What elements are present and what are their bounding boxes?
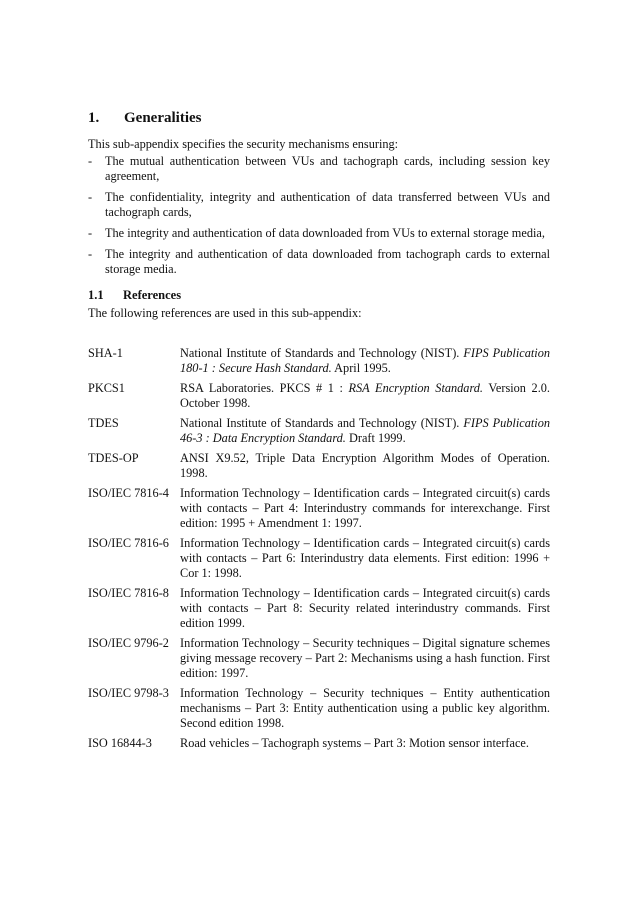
reference-code: ISO/IEC 7816-4 [88,486,169,500]
list-item-text: The mutual authentication between VUs and tachograph cards, including session key agreement, [105,154,550,183]
references-list [88,346,550,756]
reference-description: Information Technology – Identification cards – Integrated circuit(s) cards with contacts – Part 8: Security related interindustry commands. First edition 1999. [180,586,550,630]
section-number: 1. [88,110,100,126]
bullet-list [88,154,550,283]
reference-code: TDES-OP [88,451,139,465]
reference-entry [88,416,550,446]
reference-description: ANSI X9.52, Triple Data Encryption Algorithm Modes of Operation. 1998. [180,451,550,480]
list-item-text: The integrity and authentication of data downloaded from VUs to external storage media, [105,226,545,240]
reference-entry [88,346,550,376]
section-heading [88,110,558,127]
reference-entry [88,586,550,631]
reference-description: Information Technology – Identification cards – Integrated circuit(s) cards with contacts – Part 6: Interindustry data elements. First edition: 1996 + Cor 1: 1998. [180,536,550,580]
reference-description: National Institute of Standards and Technology (NIST). FIPS Publication 46-3 : Data Encryption Standard. Draft 1999. [180,416,550,445]
reference-description: Information Technology – Security techniques – Digital signature schemes giving message recovery – Part 2: Mechanisms using a hash function. First edition: 1997. [180,636,550,680]
reference-code: ISO/IEC 9796-2 [88,636,169,650]
reference-description: Information Technology – Identification cards – Integrated circuit(s) cards with contacts – Part 4: Interindustry commands for interexchange. First edition: 1995 + Amendment 1: 1997. [180,486,550,530]
reference-entry [88,451,550,481]
reference-entry [88,486,550,531]
reference-entry [88,536,550,581]
reference-entry [88,686,550,731]
reference-code: SHA-1 [88,346,123,360]
subsection-number: 1.1 [88,288,104,302]
reference-description: Information Technology – Security techniques – Entity authentication mechanisms – Part 3: Entity authentication using a public key algorithm. Second edition 1998. [180,686,550,730]
list-item: - The confidentiality, integrity and authentication of data transferred between VUs and tachograph cards, [88,190,550,219]
reference-code: ISO/IEC 9798-3 [88,686,169,700]
reference-entry [88,381,550,411]
reference-entry [88,636,550,681]
reference-description: Road vehicles – Tachograph systems – Part 3: Motion sensor interface. [180,736,529,750]
intro-paragraph: This sub-appendix specifies the security mechanisms ensuring: [88,137,399,151]
list-item: - The mutual authentication between VUs and tachograph cards, including session key agreement, [88,154,550,183]
subsection-heading [88,288,181,303]
list-item: - The integrity and authentication of data downloaded from tachograph cards to external storage media. [88,247,550,276]
section-title: Generalities [124,110,202,126]
reference-code: ISO/IEC 7816-6 [88,536,169,550]
references-intro: The following references are used in this sub-appendix: [88,306,362,320]
list-item: - The integrity and authentication of data downloaded from VUs to external storage media, [88,226,545,240]
reference-code: ISO/IEC 7816-8 [88,586,169,600]
reference-code: TDES [88,416,119,430]
reference-code: ISO 16844-3 [88,736,152,750]
list-item-text: The confidentiality, integrity and authentication of data transferred between VUs and tachograph cards, [105,190,550,219]
reference-code: PKCS1 [88,381,125,395]
reference-description: National Institute of Standards and Technology (NIST). FIPS Publication 180-1 : Secure Hash Standard. April 1995. [180,346,550,375]
subsection-title: References [123,288,182,302]
reference-description: RSA Laboratories. PKCS # 1 : RSA Encryption Standard. Version 2.0. October 1998. [180,381,550,410]
reference-entry [88,736,550,751]
list-item-text: The integrity and authentication of data downloaded from tachograph cards to external storage media. [105,247,550,276]
